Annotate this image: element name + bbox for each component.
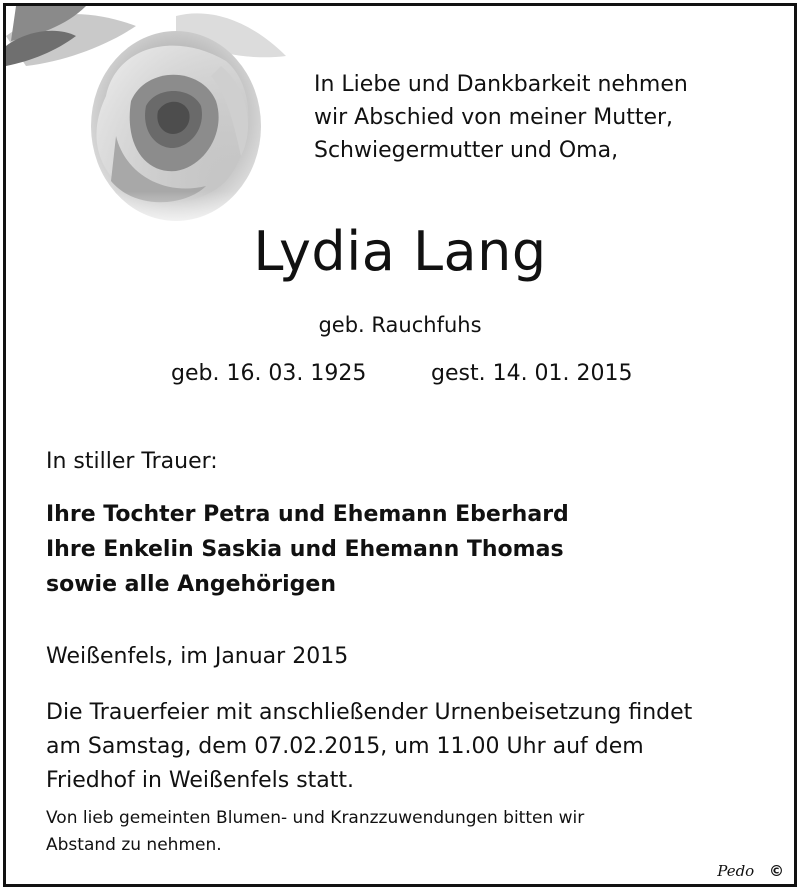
intro-line: In Liebe und Dankbarkeit nehmen [314, 72, 688, 97]
ceremony-line: Friedhof in Weißenfels statt. [46, 768, 355, 793]
obituary-card [3, 3, 797, 887]
mourner-line: sowie alle Angehörigen [46, 572, 337, 597]
mourner-line: Ihre Tochter Petra und Ehemann Eberhard [46, 502, 569, 527]
intro-text [314, 68, 688, 167]
copyright-symbol: © [769, 862, 784, 880]
death-date: gest. 14. 01. 2015 [431, 361, 633, 386]
mourner-line: Ihre Enkelin Saskia und Ehemann Thomas [46, 537, 564, 562]
mourning-heading: In stiller Trauer: [46, 449, 218, 474]
designer-mark: Pedo [717, 862, 755, 880]
deceased-name: Lydia Lang [253, 220, 547, 283]
ceremony-info [46, 696, 692, 798]
birth-name: geb. Rauchfuhs [318, 313, 482, 337]
note-line: Von lieb gemeinten Blumen- und Kranzzuwendungen bitten wir [46, 808, 585, 828]
birth-date: geb. 16. 03. 1925 [171, 361, 367, 386]
signature [717, 862, 784, 880]
flower-note [46, 805, 584, 859]
rose-image-icon [6, 6, 306, 241]
ceremony-line: Die Trauerfeier mit anschließender Urnenbeisetzung findet [46, 700, 693, 725]
note-line: Abstand zu nehmen. [46, 835, 222, 855]
mourners-list [46, 497, 569, 602]
intro-line: wir Abschied von meiner Mutter, [314, 105, 674, 130]
ceremony-line: am Samstag, dem 07.02.2015, um 11.00 Uhr auf dem [46, 734, 644, 759]
intro-line: Schwiegermutter und Oma, [314, 138, 619, 163]
place-date: Weißenfels, im Januar 2015 [46, 644, 349, 669]
